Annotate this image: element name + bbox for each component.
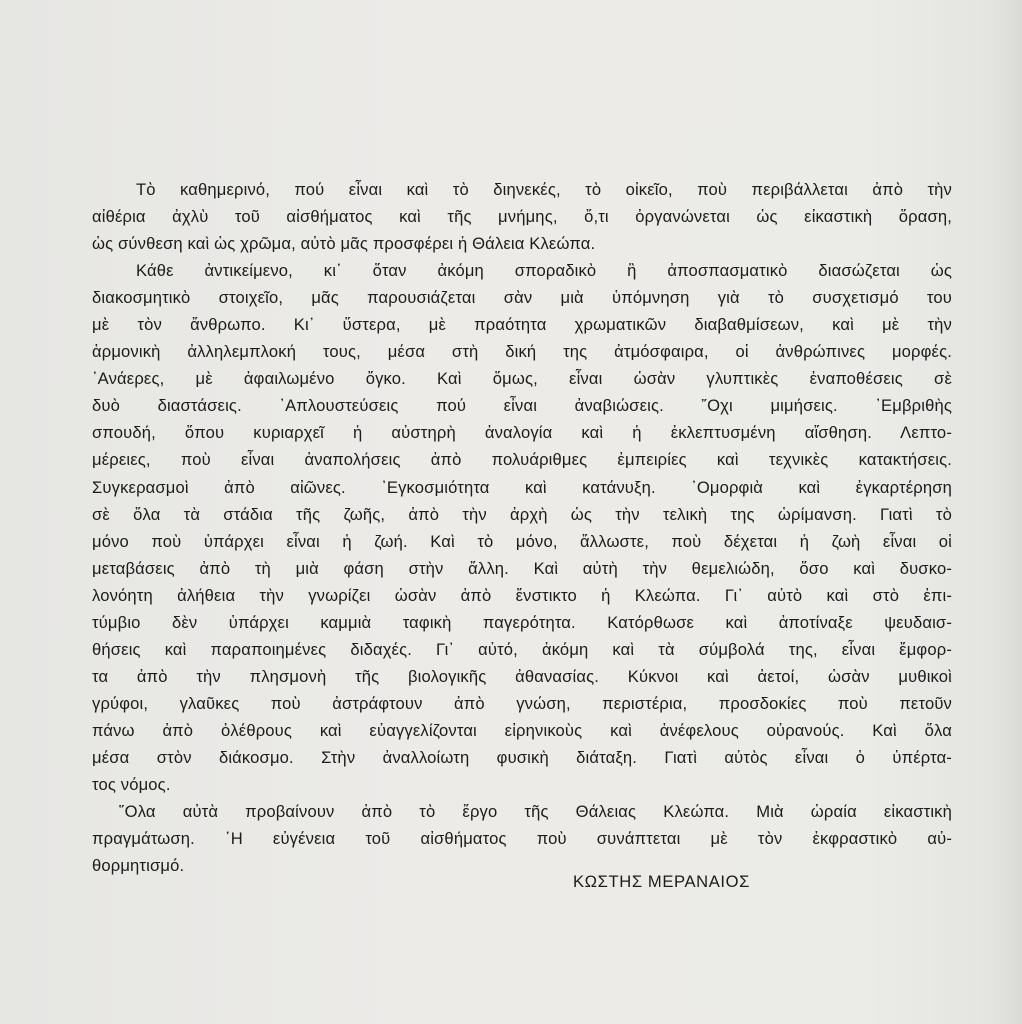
text-line: τα ἀπὸ τὴν πλησμονὴ τῆς βιολογικῆς ἀθανασίας. Κύκνοι καὶ ἀετοί, ὡσὰν μυθικοὶ — [92, 666, 952, 686]
text-line: Κάθε ἀντικείμενο, κι᾿ ὅταν ἀκόμη σποραδικὸ ἢ ἀποσπασματικὸ διασώζεται ὡς — [136, 261, 952, 281]
text-line: πραγμάτωση. ῾Η εὐγένεια τοῦ αἰσθήματος ποὺ συνάπτεται μὲ τὸν ἐκφραστικὸ αὐ- — [92, 829, 952, 849]
text-line: ᾿Ανάερες, μὲ ἀφαιλωμένο ὄγκο. Καὶ ὅμως, εἶναι ὡσὰν γλυπτικὲς ἐναποθέσεις σὲ — [92, 369, 952, 389]
text-line: μέσα στὸν διάκοσμο. Στὴν ἀναλλοίωτη φυσικὴ διάταξη. Γιατὶ αὐτὸς εἶναι ὁ ὑπέρτα- — [92, 747, 952, 767]
text-line: Συγκερασμοὶ ἀπὸ αἰῶνες. ᾿Εγκοσμιότητα καὶ κατάνυξη. ᾿Ομορφιὰ καὶ ἐγκαρτέρηση — [92, 477, 952, 497]
text-line: δυὸ διαστάσεις. ᾿Απλουστεύσεις πού εἶναι ἀναβιώσεις. ῎Οχι μιμήσεις. ᾿Εμβριθὴς — [92, 396, 952, 416]
text-line: μεταβάσεις ἀπὸ τὴ μιὰ φάση στὴν ἄλλη. Καὶ αὐτὴ τὴν θεμελιώδη, ὅσο καὶ δυσκο- — [92, 558, 952, 578]
text-line: τύμβιο δὲν ὑπάρχει καμμιὰ ταφικὴ παγερότητα. Κατόρθωσε καὶ ἀποτίναξε ψευδαισ- — [92, 612, 952, 632]
text-line: ἁρμονικὴ ἀλληλεμπλοκή τους, μέσα στὴ δική της ἀτμόσφαιρα, οἱ ἀνθρώπινες μορφές. — [92, 342, 952, 362]
text-line: θήσεις καὶ παραποιημένες διδαχές. Γι᾿ αὐτό, ἀκόμη καὶ τὰ σύμβολά της, εἶναι ἔμφορ- — [92, 639, 952, 659]
text-line: Τὸ καθημερινό, πού εἶναι καὶ τὸ διηνεκές, τὸ οἰκεῖο, ποὺ περιβάλλεται ἀπὸ τὴν — [136, 180, 952, 199]
essay-text — [92, 176, 952, 879]
text-line: μὲ τὸν ἄνθρωπο. Κι᾿ ὕστερα, μὲ πραότητα χρωματικῶν διαβαθμίσεων, καὶ μὲ τὴν — [92, 315, 952, 335]
text-line: ὡς σύνθεση καὶ ὡς χρῶμα, αὐτὸ μᾶς προσφέρει ἡ Θάλεια Κλεώπα. — [92, 234, 596, 254]
author-signature: ΚΩΣΤΗΣ ΜΕΡΑΝΑΙΟΣ — [573, 872, 750, 891]
text-line: τος νόμος. — [92, 775, 171, 795]
text-line: λονόητη ἀλήθεια τὴν γνωρίζει ὡσὰν ἀπὸ ἔνστικτο ἡ Κλεώπα. Γι᾿ αὐτὸ καὶ στὸ ἐπι- — [92, 585, 952, 605]
text-line: αἰθέρια ἀχλὺ τοῦ αἰσθήματος καὶ τῆς μνήμης, ὅ,τι ὀργανώνεται ὡς εἰκαστικὴ ὅραση, — [92, 207, 952, 227]
text-line: ῞Ολα αὐτὰ προβαίνουν ἀπὸ τὸ ἔργο τῆς Θάλειας Κλεώπα. Μιὰ ὡραία εἰκαστικὴ — [119, 802, 952, 822]
text-line: διακοσμητικὸ στοιχεῖο, μᾶς παρουσιάζεται σὰν μιὰ ὑπόμνηση γιὰ τὸ συσχετισμό του — [92, 288, 952, 308]
text-line: μέρειες, ποὺ εἶναι ἀναπολήσεις ἀπὸ πολυάριθμες ἐμπειρίες καὶ τεχνικὲς κατακτήσεις. — [92, 450, 952, 470]
text-line: σὲ ὅλα τὰ στάδια τῆς ζωῆς, ἀπὸ τὴν ἀρχὴ ὡς τὴν τελικὴ της ὡρίμανση. Γιατὶ τὸ — [92, 504, 952, 524]
text-line: μόνο ποὺ ὑπάρχει εἶναι ἡ ζωή. Καὶ τὸ μόνο, ἄλλωστε, ποὺ δέχεται ἡ ζωὴ εἶναι οἱ — [92, 531, 952, 551]
text-line: σπουδή, ὅπου κυριαρχεῖ ἡ αὐστηρὴ ἀναλογία καὶ ἡ ἐκλεπτυσμένη αἴσθηση. Λεπτο- — [92, 423, 952, 443]
text-line: θορμητισμό. — [92, 856, 185, 876]
text-line: πάνω ἀπὸ ὀλέθρους καὶ εὐαγγελίζονται εἰρηνικοὺς καὶ ἀνέφελους οὐρανούς. Καὶ ὅλα — [92, 720, 952, 740]
text-line: γρύφοι, γλαῦκες ποὺ ἀστράφτουν ἀπὸ γνώση, περιστέρια, προσδοκίες ποὺ πετοῦν — [92, 693, 952, 713]
